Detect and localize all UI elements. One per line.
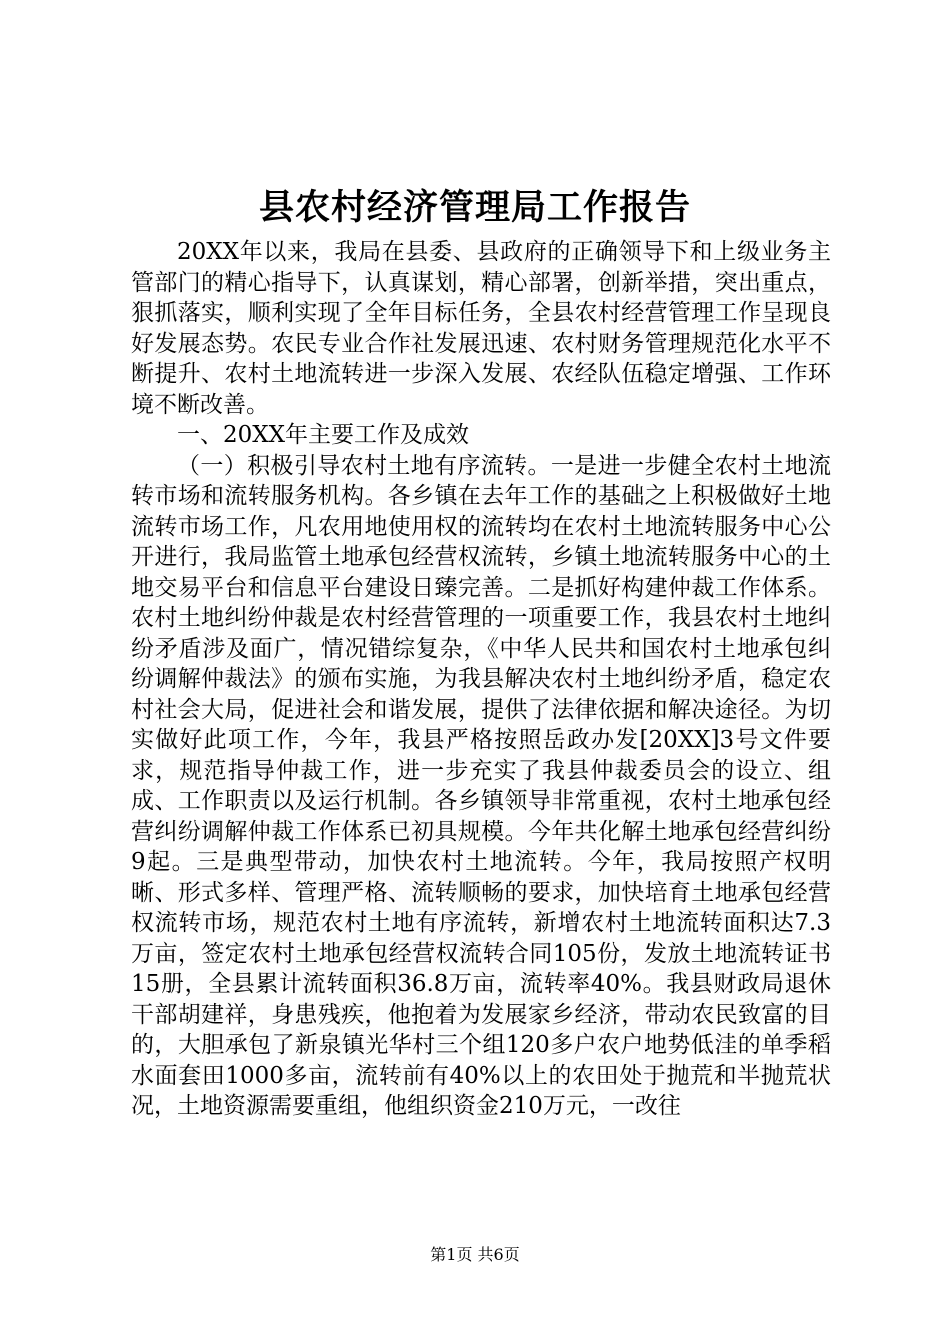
page-number-footer: 第1页 共6页	[430, 1245, 520, 1264]
paragraph-land-transfer: （一）积极引导农村土地有序流转。一是进一步健全农村土地流转市场和流转服务机构。各乡镇在去年工作的基础之上积极做好土地流转市场工作，凡农用地使用权的流转均在农村土地流转服务中心公开进行，我局监管土地承包经营权流转，乡镇土地流转服务中心的土地交易平台和信息平台建设日臻完善。二是抓好构建仲裁工作体系。农村土地纠纷仲裁是农村经营管理的一项重要工作，我县农村土地纠纷矛盾涉及面广，情况错综复杂，《中华人民共和国农村土地承包纠纷调解仲裁法》的颁布实施，为我县解决农村土地纠纷矛盾，稳定农村社会大局，促进社会和谐发展，提供了法律依据和解决途径。为切实做好此项工作，今年，我县严格按照岳政办发[20XX]3号文件要求，规范指导仲裁工作，进一步充实了我县仲裁委员会的设立、组成、工作职责以及运行机制。各乡镇领导非常重视，农村土地承包经营纠纷调解仲裁工作体系已初具规模。今年共化解土地承包经营纠纷9起。三是典型带动，加快农村土地流转。今年，我局按照产权明晰、形式多样、管理严格、流转顺畅的要求，加快培育土地承包经营权流转市场，规范农村土地有序流转，新增农村土地流转面积达7.3万亩，签定农村土地承包经营权流转合同105份，发放土地流转证书15册，全县累计流转面积36.8万亩，流转率40%。我县财政局退休干部胡建祥，身患残疾，他抱着为发展家乡经济，带动农民致富的目的，大胆承包了新泉镇光华村三个组120多户农户地势低洼的单季稻水面套田1000多亩，流转前有40%以上的农田处于抛荒和半抛荒状况，土地资源需要重组，他组织资金210万元，一改往	[131, 452, 831, 1119]
document-title: 县农村经济管理局工作报告	[258, 187, 691, 228]
paragraph-intro: 20XX年以来，我局在县委、县政府的正确领导下和上级业务主管部门的精心指导下，认真谋划，精心部署，创新举措，突出重点，狠抓落实，顺利实现了全年目标任务，全县农村经营管理工作呈现良好发展态势。农民专业合作社发展迅速、农村财务管理规范化水平不断提升、农村土地流转进一步深入发展、农经队伍稳定增强、工作环境不断改善。	[131, 239, 831, 418]
section-heading: 一、20XX年主要工作及成效	[177, 422, 470, 448]
document-body	[131, 237, 831, 1122]
